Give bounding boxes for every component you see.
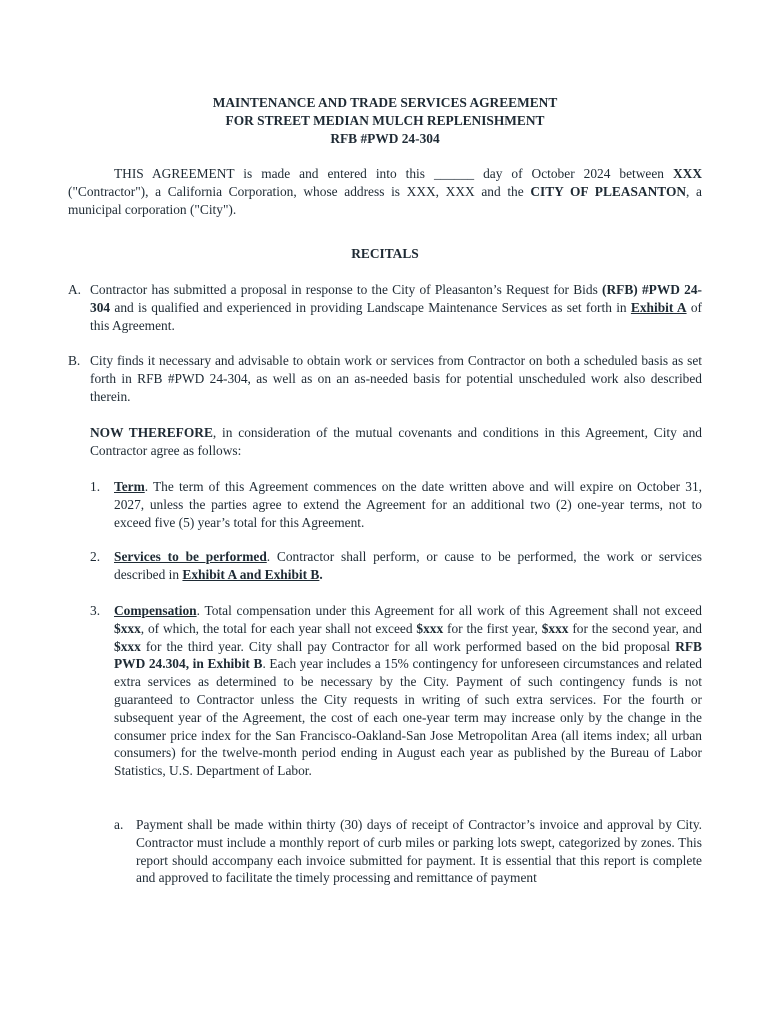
section-2-text <box>114 548 702 584</box>
now-therefore-text: , in consideration of the mutual covenants and conditions in this Agreement, City and Contractor agree as follows: <box>90 425 702 458</box>
title-line-1: MAINTENANCE AND TRADE SERVICES AGREEMENT <box>212 95 558 110</box>
recitals-heading: RECITALS <box>351 246 419 261</box>
title-line-2: FOR STREET MEDIAN MULCH REPLENISHMENT <box>225 113 545 128</box>
city-name: CITY OF PLEASANTON <box>530 183 687 199</box>
recital-a <box>68 281 702 334</box>
section-3-text-5: for the third year. City shall pay Contractor for all work performed based on the bid proposal <box>140 638 676 654</box>
section-3-text-6: . Each year includes a 15% contingency for unforeseen circumstances and related extra services as determined to be necessary by the City. Payment of such contingency funds is not guaranteed to Contractor unless the City requests in writing of such extra services. For the fourth or subsequent year of the Agreement, the cost of each one-year term may increase only by the change in the consumer price index for the San Francisco-Oakland-San Jose Metropolitan Area (all items index; all urban consumers) for the twelve-month period ending in August each year as published by the Bureau of Labor Statistics, U.S. Department of Labor. <box>114 656 702 779</box>
section-3-compensation <box>90 602 702 780</box>
title-line-3: RFB #PWD 24-304 <box>330 131 440 146</box>
bid-proposal-reference: RFB PWD 24.304, in Exhibit B <box>114 638 702 672</box>
recital-a-label: A. <box>68 282 82 297</box>
recital-a-text-3: of this Agreement. <box>90 299 702 333</box>
now-therefore-bold: NOW THEREFORE <box>90 425 213 440</box>
year-3-amount: $xxx <box>114 638 141 654</box>
section-3-text <box>114 602 702 780</box>
section-3-label: 3. <box>90 603 101 618</box>
intro-paragraph <box>68 165 702 218</box>
section-3-text-4: for the second year, and <box>568 620 702 636</box>
section-3-heading: Compensation <box>114 603 197 618</box>
section-3a-text: Payment shall be made within thirty (30) days of receipt of Contractor’s invoice and approval by City. Contractor must include a monthly report of curb miles or parking lots swept, categorized by zones. This report should accompany each invoice submitted for payment. It is essential that this report is complete and approved to facilitate the timely processing and remittance of payment <box>136 817 702 886</box>
year-2-amount: $xxx <box>541 620 569 636</box>
recital-a-text-1: Contractor has submitted a proposal in response to the City of Pleasanton’s Request for Bids <box>90 282 603 297</box>
section-1-term <box>90 478 702 531</box>
exhibit-a-reference: Exhibit A <box>630 299 687 315</box>
recital-b-label: B. <box>68 353 81 368</box>
rfb-reference: (RFB) #PWD 24-304 <box>90 282 703 315</box>
intro-text-1: THIS AGREEMENT is made and entered into this ______ day of October 2024 between <box>114 166 664 181</box>
section-3-text-2: , of which, the total for each year shall not exceed <box>140 620 417 636</box>
section-1-text <box>114 478 702 531</box>
contractor-name: XXX <box>672 166 702 181</box>
intro-text-2: ("Contractor"), a California Corporation, whose address is XXX, XXX and the <box>68 183 531 199</box>
intro-text-3: , a municipal corporation ("City"). <box>68 183 702 217</box>
year-1-amount: $xxx <box>416 620 444 636</box>
section-1-body: . The term of this Agreement commences on the date written above and will expire on October 31, 2027, unless the parties agree to extend the Agreement for an additional two (2) one-year terms, not to exceed five (5) year’s total for this Agreement. <box>114 479 702 530</box>
section-3a-label: a. <box>114 817 124 832</box>
recital-a-text-2: and is qualified and experienced in providing Landscape Maintenance Services as set forth in <box>110 299 631 315</box>
recital-b <box>68 352 702 405</box>
section-2-body: . Contractor shall perform, or cause to be performed, the work or services described in <box>114 549 702 582</box>
recital-a-text <box>90 281 702 334</box>
section-3a-payment <box>114 816 702 887</box>
section-2-services <box>90 548 702 584</box>
section-2-label: 2. <box>90 549 101 564</box>
section-1-heading: Term <box>114 479 145 494</box>
section-3-text-3: for the first year, <box>443 620 542 636</box>
recital-b-text: City finds it necessary and advisable to obtain work or services from Contractor on both a scheduled basis as set forth in RFB #PWD 24-304, as well as on an as-needed basis for potential unscheduled work also described therein. <box>90 353 702 404</box>
now-therefore-paragraph <box>90 424 702 460</box>
section-2-period: . <box>319 566 323 582</box>
total-amount: $xxx <box>114 620 141 636</box>
section-1-label: 1. <box>90 479 101 494</box>
section-2-heading: Services to be performed <box>114 549 267 564</box>
section-3-text-1: . Total compensation under this Agreement for all work of this Agreement shall not exceed <box>196 603 702 618</box>
exhibit-a-b-reference: Exhibit A and Exhibit B <box>182 566 320 582</box>
